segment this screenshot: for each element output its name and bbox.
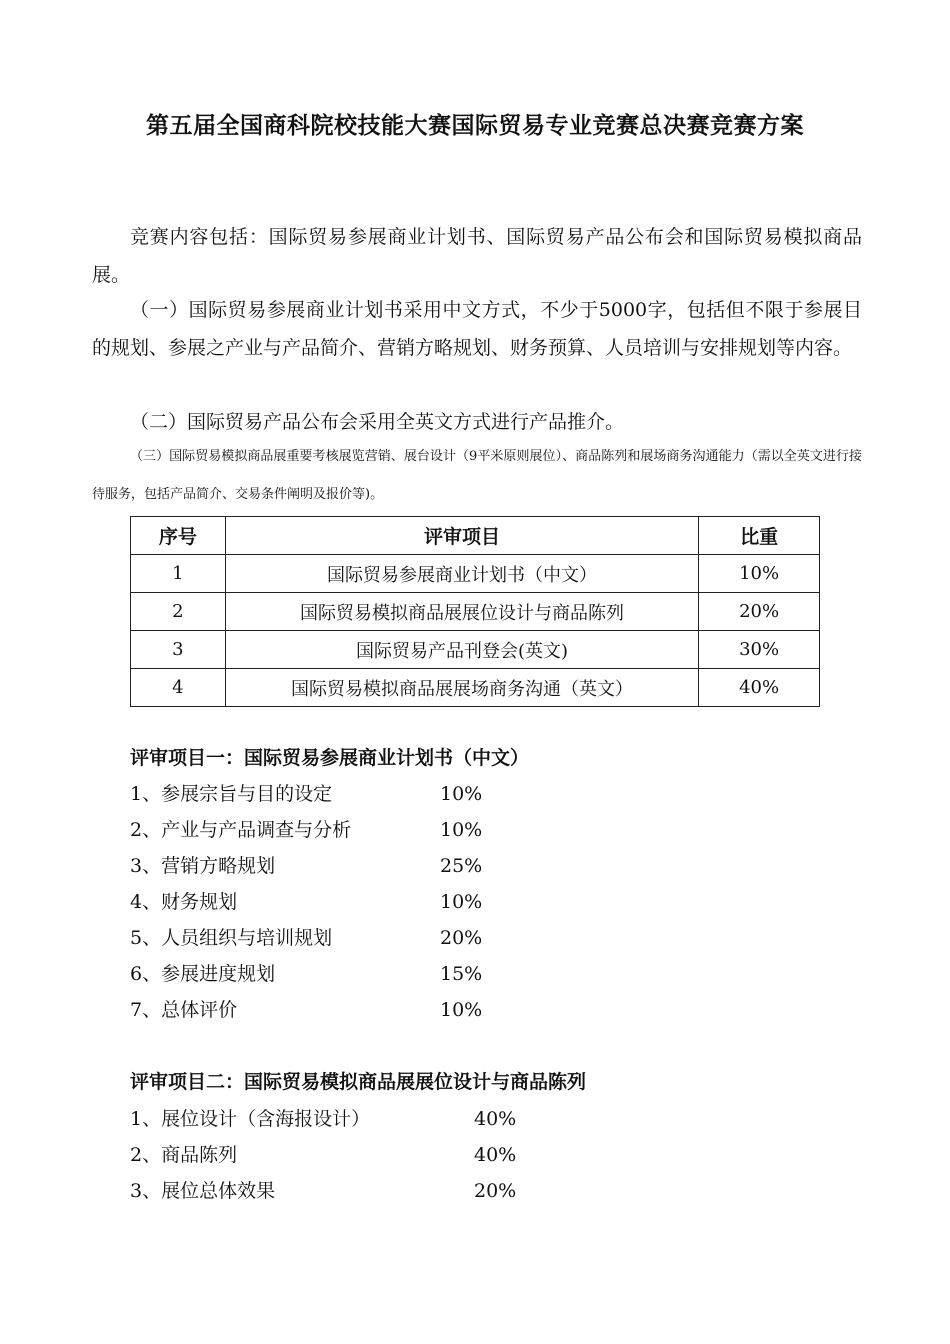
item-label: 2、产业与产品调查与分析: [130, 819, 352, 841]
item-weight: 10%: [440, 891, 483, 913]
paragraph-one: （一）国际贸易参展商业计划书采用中文方式，不少于5000字，包括但不限于参展目的规划、参展之产业与产品简介、营销方略规划、财务预算、人员培训与安排规划等内容。: [92, 299, 862, 359]
item-weight: 20%: [474, 1180, 517, 1202]
scoring-table: [130, 516, 820, 707]
section-one-heading: 评审项目一：国际贸易参展商业计划书（中文）: [130, 747, 530, 769]
item-weight: 15%: [440, 963, 483, 985]
list-item: [130, 920, 483, 956]
row-weight: 40%: [699, 669, 820, 707]
item-weight: 40%: [474, 1108, 517, 1130]
header-item: 评审项目: [225, 517, 699, 555]
list-item: [130, 776, 483, 812]
row-index: 1: [131, 555, 226, 593]
table-header-row: [131, 517, 820, 555]
row-index: 2: [131, 593, 226, 631]
row-item: 国际贸易模拟商品展展场商务沟通（英文）: [225, 669, 699, 707]
header-weight: 比重: [699, 517, 820, 555]
item-label: 2、商品陈列: [130, 1144, 238, 1166]
item-label: 7、总体评价: [130, 999, 238, 1021]
item-label: 1、参展宗旨与目的设定: [130, 783, 333, 805]
list-item: [130, 884, 483, 920]
list-item: [130, 848, 483, 884]
item-label: 6、参展进度规划: [130, 963, 276, 985]
list-item: [130, 992, 483, 1028]
row-weight: 20%: [699, 593, 820, 631]
table-row: [131, 631, 820, 669]
list-item: [130, 956, 483, 992]
table-row: [131, 669, 820, 707]
row-index: 4: [131, 669, 226, 707]
item-label: 3、营销方略规划: [130, 855, 276, 877]
item-label: 1、展位设计（含海报设计）: [130, 1108, 371, 1130]
row-item: 国际贸易产品刊登会(英文): [225, 631, 699, 669]
item-weight: 10%: [440, 783, 483, 805]
item-weight: 20%: [440, 927, 483, 949]
row-item: 国际贸易参展商业计划书（中文）: [225, 555, 699, 593]
header-index: 序号: [131, 517, 226, 555]
item-weight: 10%: [440, 999, 483, 1021]
row-weight: 30%: [699, 631, 820, 669]
list-item: [130, 1137, 517, 1173]
document-title: 第五届全国商科院校技能大赛国际贸易专业竞赛总决赛竞赛方案: [146, 112, 804, 139]
list-item: [130, 1173, 517, 1209]
paragraph-two: （二）国际贸易产品公布会采用全英文方式进行产品推介。: [130, 411, 625, 433]
item-weight: 25%: [440, 855, 483, 877]
item-weight: 40%: [474, 1144, 517, 1166]
table-row: [131, 555, 820, 593]
item-weight: 10%: [440, 819, 483, 841]
list-item: [130, 1101, 517, 1137]
item-label: 5、人员组织与培训规划: [130, 927, 333, 949]
row-index: 3: [131, 631, 226, 669]
intro-paragraph: 竞赛内容包括：国际贸易参展商业计划书、国际贸易产品公布会和国际贸易模拟商品展。: [92, 226, 862, 286]
paragraph-three: （三）国际贸易模拟商品展重要考核展览营销、展台设计（9平米原则展位）、商品陈列和展场商务沟通能力（需以全英文进行接待服务，包括产品简介、交易条件阐明及报价等)。: [92, 449, 862, 502]
item-label: 3、展位总体效果: [130, 1180, 276, 1202]
item-label: 4、财务规划: [130, 891, 238, 913]
row-weight: 10%: [699, 555, 820, 593]
list-item: [130, 812, 483, 848]
row-item: 国际贸易模拟商品展展位设计与商品陈列: [225, 593, 699, 631]
table-row: [131, 593, 820, 631]
section-two-heading: 评审项目二：国际贸易模拟商品展展位设计与商品陈列: [130, 1071, 587, 1093]
